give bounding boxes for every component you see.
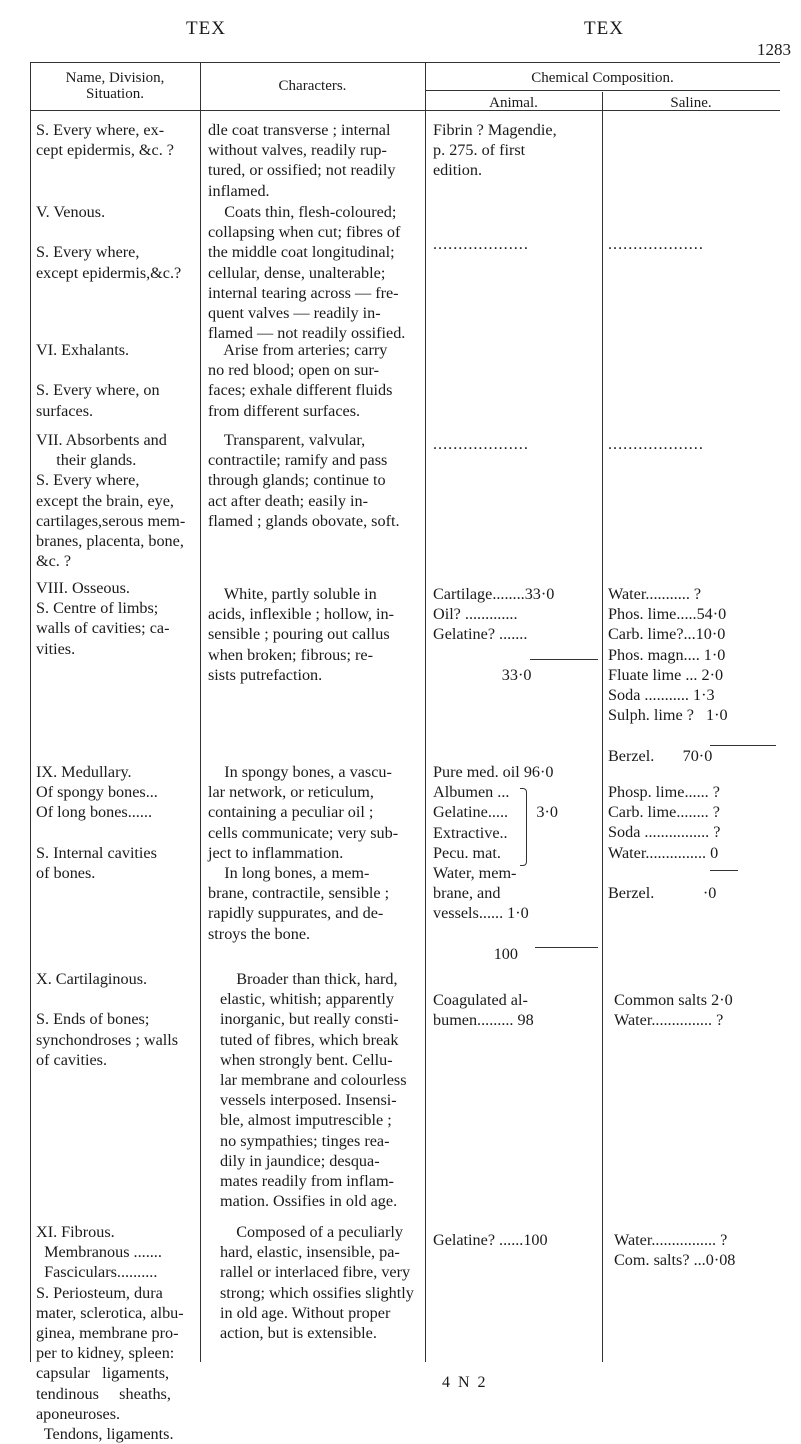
row6-brace — [520, 788, 527, 866]
row5-characters: White, partly soluble in acids, inflexible ; hollow, in- sensible ; pouring out callus when broken; fibrous; re- sists putrefaction. — [208, 585, 394, 684]
row1-characters: dle coat transverse ; internal without valves, readily rup- tured, or ossified; not readily inflamed. — [208, 121, 396, 200]
row4-name: VII. Absorbents and their glands. S. Every where, except the brain, eye, cartilages,serous mem- branes, placenta, bone, &c. ? — [36, 431, 186, 571]
row3-name: VI. Exhalants. S. Every where, on surfaces. — [36, 341, 160, 420]
table-top-rule — [30, 62, 780, 63]
row5-saline: Water........... ? Phos. lime.....54·0 Carb. lime?...10·0 Phos. magn.... 1·0 Fluate lime ... 2·0 Soda ........... 1·3 Sulph. lime ? 1·0 Berzel. 70·0 — [608, 585, 728, 765]
row2-animal: ................... — [433, 235, 529, 253]
row3-characters: Arise from arteries; carry no red blood; open on sur- faces; exhale different fluids from different surfaces. — [208, 341, 393, 420]
row2-characters: Coats thin, flesh-coloured; collapsing when cut; fibres of the middle coat longitudinal; cellular, dense, unalterable; internal tearing across — fre- quent valves — readily in- flamed — not readily ossified. — [208, 203, 406, 343]
row6-characters: In spongy bones, a vascu- lar network, or reticulum, containing a peculiar oil ; cells communicate; very sub- ject to inflammation. In long bones, a mem- brane, contractile, sensible ; rapidly suppurates, and de- stroys the bone. — [208, 763, 399, 943]
row4-animal: ................... — [433, 435, 529, 453]
row5-saline-sum-rule — [710, 745, 776, 746]
header-characters: Characters. — [278, 78, 347, 94]
chem-subhead-rule — [425, 90, 780, 91]
col-rule-1 — [200, 62, 201, 1362]
col-rule-2 — [425, 62, 426, 1362]
table-left-rule — [30, 62, 31, 1362]
row5-animal-sum-rule — [530, 659, 598, 660]
row1-animal: Fibrin ? Magendie, p. 275. of first edition. — [433, 121, 557, 180]
row8-animal: Gelatine? ......100 — [433, 1231, 548, 1249]
header-saline: Saline. — [670, 95, 712, 111]
row7-saline: Common salts 2·0 Water............... ? — [614, 991, 733, 1030]
row7-characters: Broader than thick, hard, elastic, whitish; apparently inorganic, but really consti- tuted of fibres, which break when strongly bent. Cellu- lar membrane and colourless vessels interposed. Insensi- ble, almost imputrescible ; no sympathies; tinges rea- dily in jaundice; desqua- mates readily from inflam- mation. Ossifies in old age. — [220, 970, 407, 1211]
row2-saline: ................... — [608, 235, 704, 253]
running-head-left: TEX — [186, 18, 226, 39]
signature-mark: 4 N 2 — [442, 1374, 488, 1391]
row7-animal: Coagulated al- bumen......... 98 — [433, 991, 534, 1030]
row5-name: VIII. Osseous. S. Centre of limbs; walls of cavities; ca- vities. — [36, 579, 170, 658]
row8-saline: Water................ ? Com. salts? ...0·08 — [614, 1231, 736, 1270]
col-rule-3 — [602, 92, 603, 1362]
row4-saline: ................... — [608, 435, 704, 453]
row6-saline: Phosp. lime...... ? Carb. lime........ ? Soda ................ ? Water............... 0 Berzel. ·0 — [608, 783, 721, 903]
row4-characters: Transparent, valvular, contractile; ramify and pass through glands; continue to act after death; easily in- flamed ; glands obovate, soft. — [208, 431, 400, 530]
page-number: 1283 — [757, 40, 791, 59]
row7-name: X. Cartilaginous. S. Ends of bones; synchondroses ; walls of cavities. — [36, 970, 179, 1069]
row6-animal-sum-rule — [535, 947, 598, 948]
row8-name: XI. Fibrous. Membranous ....... Fasciculars.......... S. Periosteum, dura mater, sclerotica, albu- ginea, membrane pro- per to kidney, spleen: capsular ligaments, tendinous sheaths, aponeuroses. Tendons, ligaments. — [36, 1223, 184, 1444]
header-name: Name, Division, Situation. — [65, 70, 165, 102]
header-animal: Animal. — [489, 95, 538, 111]
row6-saline-sum-rule — [710, 870, 738, 871]
row6-name: IX. Medullary. Of spongy bones... Of long bones...... S. Internal cavities of bones. — [36, 763, 158, 883]
row2-name: V. Venous. S. Every where, except epidermis,&c.? — [36, 203, 182, 282]
row5-animal: Cartilage........33·0 Oil? ............. Gelatine? ....... 33·0 — [433, 585, 555, 684]
header-chemical: Chemical Composition. — [531, 70, 674, 86]
row6-animal: Pure med. oil 96·0 Albumen ... Gelatine..... 3·0 Extractive.. Pecu. mat. Water, mem- brane, and vessels...... 1·0 100 — [433, 763, 558, 963]
running-head-right: TEX — [584, 18, 624, 39]
row1-name: S. Every where, ex- cept epidermis, &c. ? — [36, 121, 174, 160]
row8-characters: Composed of a peculiarly hard, elastic, insensible, pa- rallel or interlaced fibre, very strong; which ossifies slightly in old age. Without proper action, but is extensible. — [220, 1223, 414, 1343]
